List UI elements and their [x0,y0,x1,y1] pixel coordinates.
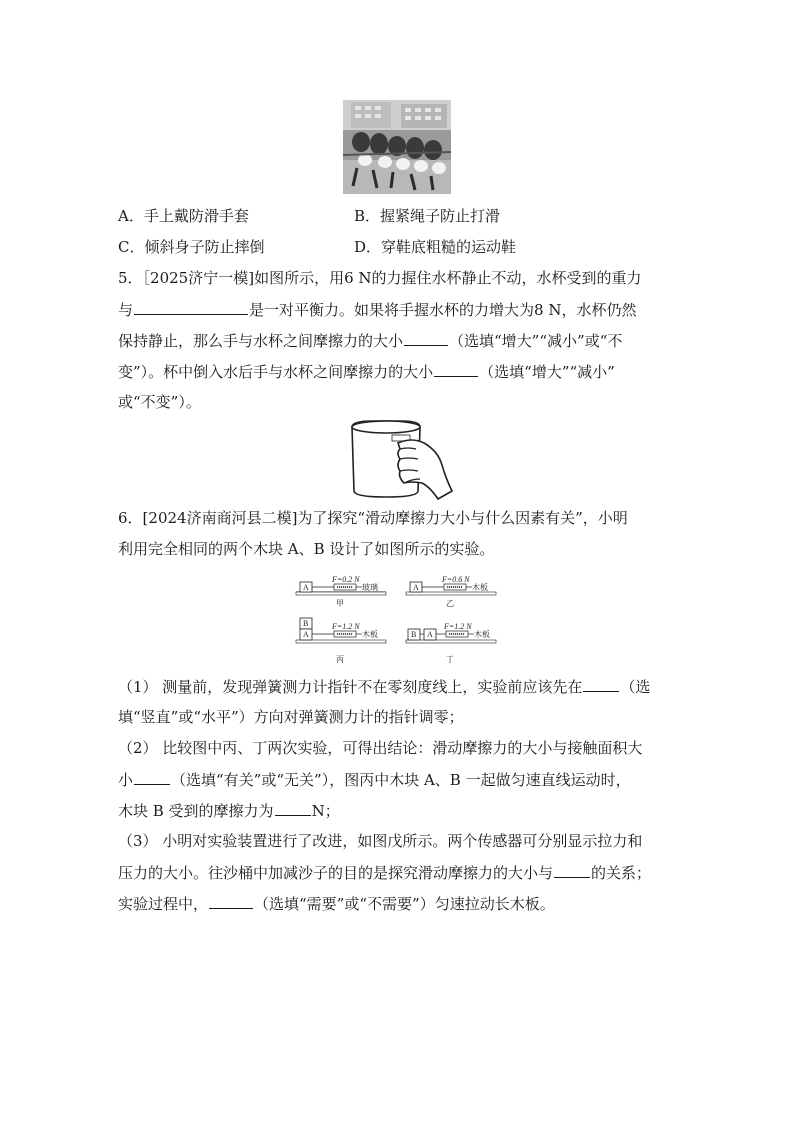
q6-line-2: 利用完全相同的两个木块 A、B 设计了如图所示的实验。 [118,540,495,558]
q5-text: 保持静止，那么手与水杯之间摩擦力的大小 [118,332,404,350]
cup-in-hand-figure [342,417,454,501]
q5-line-2 [118,299,636,320]
answer-blank[interactable] [134,769,170,785]
q6-part2-line-1: （2） 比较图中丙、丁两次实验，可得出结论：滑动摩擦力的大小与接触面积大 [118,739,643,757]
q6-part2-line-3 [118,800,340,821]
caption-label: 丁 [446,655,454,664]
answer-blank[interactable] [554,862,590,878]
q6-text: 木块 B 受到的摩擦力为 [118,802,274,820]
block-label: A [427,630,433,639]
q5-line-4 [118,361,615,382]
setup-bing [296,618,386,664]
setup-jia [296,575,386,608]
option-c[interactable]: C．倾斜身子防止摔倒 [118,238,265,256]
q5-text: 变”）。杯中倒入水后手与水杯之间摩擦力的大小 [118,363,434,381]
q6-text: 的关系； [591,864,652,882]
caption-label: 丙 [336,655,344,664]
answer-blank[interactable] [404,330,448,346]
option-a[interactable]: A．手上戴防滑手套 [118,207,249,225]
q6-part3-line-3 [118,893,555,914]
q6-line-1: 6．[2024济南商河县二模]为了探究“滑动摩擦力大小与什么因素有关”，小明 [118,509,628,527]
q5-text: （选填“增大”“减小” [479,363,615,381]
q6-part1-line-2: 填“竖直”或“水平”）方向对弹簧测力计的指针调零； [118,708,464,726]
q5-line-5: 或“不变”）。 [118,393,201,411]
block-label: A [303,630,309,639]
option-d[interactable]: D．穿鞋底粗糙的运动鞋 [354,238,517,256]
answer-blank[interactable] [583,676,619,692]
block-label: B [411,630,417,639]
q6-text: 实验过程中， [118,895,209,913]
q5-line-1: 5．［2025济宁一模]如图所示，用6 N的力握住水杯静止不动，水杯受到的重力 [118,269,642,287]
force-label: F=0.2 N [332,575,360,584]
q5-text: 是一对平衡力。如果将手握水杯的力增大为8 N，水杯仍然 [249,301,637,319]
q6-text: （选填“有关”或“无关”），图丙中木块 A、B 一起做匀速直线运动时， [171,771,631,789]
force-label: F=0.6 N [442,575,470,584]
caption-label: 乙 [446,599,454,608]
block-label: A [303,583,309,592]
q5-text: 与 [118,301,134,319]
q6-text: （1） 测量前，发现弹簧测力计指针不在零刻度线上，实验前应该先在 [118,678,583,696]
force-label: F=1.2 N [444,622,472,631]
q6-part2-line-2 [118,769,631,790]
caption-label: 甲 [336,599,344,608]
friction-experiment-figure [290,574,502,668]
answer-blank[interactable] [434,361,478,377]
q6-text: 小 [118,771,134,789]
block-label: B [303,619,309,628]
q6-part3-line-2 [118,862,651,883]
q6-part3-line-1: （3） 小明对实验装置进行了改进，如图戊所示。两个传感器可分别显示拉力和 [118,832,643,850]
setup-yi [406,575,496,608]
force-label: F=1.2 N [332,622,360,631]
q6-text: 压力的大小。往沙桶中加减沙子的目的是探究滑动摩擦力的大小与 [118,864,554,882]
option-b[interactable]: B．握紧绳子防止打滑 [354,207,501,225]
q6-text: （选 [620,678,651,696]
answer-blank[interactable] [134,299,248,315]
q5-text: （选填“增大”“减小”或“不 [449,332,623,350]
setup-ding [406,622,496,664]
tug-of-war-photo [343,100,451,194]
q6-text: N； [311,802,340,820]
q6-part1-line-1 [118,676,650,697]
q6-text: （选填“需要”或“不需要”）匀速拉动长木板。 [254,895,555,913]
surface-label: 玻璃 [362,583,378,592]
answer-blank[interactable] [275,800,311,816]
surface-label: 木板 [362,630,378,639]
q5-line-3 [118,330,622,351]
surface-label: 木板 [474,630,490,639]
surface-label: 木板 [472,583,488,592]
block-label: A [413,583,419,592]
answer-blank[interactable] [209,893,253,909]
